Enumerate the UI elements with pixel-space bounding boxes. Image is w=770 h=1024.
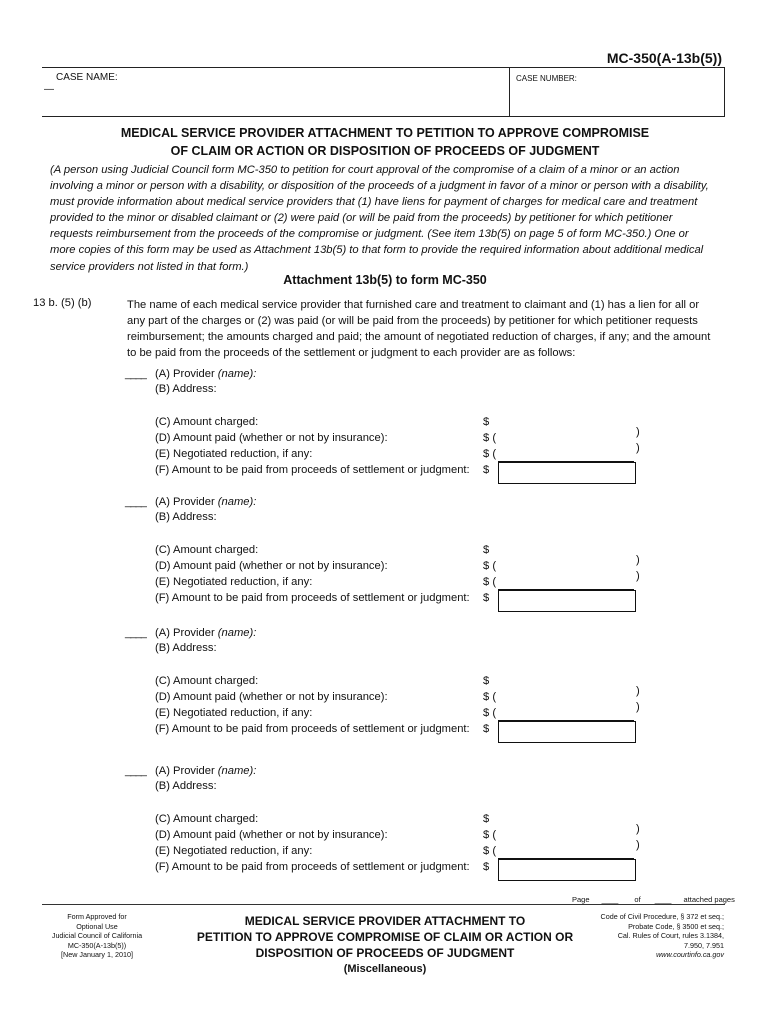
form-title-line-2: OF CLAIM OR ACTION OR DISPOSITION OF PROCEEDS OF JUDGMENT (170, 144, 600, 158)
close-paren: ) (636, 701, 640, 713)
item-number: 13 b. (5) (b) (33, 297, 92, 309)
close-paren: ) (636, 426, 640, 438)
legal-ref-line: 7.950, 7.951 (684, 940, 724, 950)
attached-pages-label: attached pages (683, 895, 735, 904)
page-label: Page (572, 895, 590, 904)
intro-line: service providers not listed in that form.) (50, 260, 249, 273)
case-number-label: CASE NUMBER: (516, 74, 577, 83)
provider-label-prefix: (A) Provider (155, 496, 218, 508)
provider-label-prefix: (A) Provider (155, 368, 218, 380)
dollar-sign: $ (483, 861, 490, 873)
amount-charged-label: (C) Amount charged: (155, 813, 259, 825)
page-count-row (572, 895, 735, 904)
form-id: MC-350(A-13b(5)) (606, 50, 722, 66)
of-label: of (634, 895, 641, 904)
amount-to-be-paid-label: (F) Amount to be paid from proceeds of settlement or judgment: (155, 464, 470, 476)
dollar-paren: $ ( (483, 432, 497, 444)
intro-line: must provide information about medical service providers that (1) have liens for payment of charges for medical care and treatment (50, 196, 698, 209)
intro-line: (A person using Judicial Council form MC-350 to petition for court approval of the compromise of a claim of a minor or an action (50, 164, 680, 176)
close-paren: ) (636, 839, 640, 851)
dollar-sign: $ (483, 675, 490, 687)
attachment-heading: Attachment 13b(5) to form MC-350 (283, 273, 487, 287)
case-info-box (42, 67, 725, 117)
legal-references (566, 912, 724, 960)
provider-address-label: (B) Address: (155, 780, 217, 792)
dollar-paren: $ ( (483, 829, 497, 841)
footer-title-line: DISPOSITION OF PROCEEDS OF JUDGMENT (255, 946, 515, 960)
amount-charged-label: (C) Amount charged: (155, 544, 259, 556)
dollar-paren: $ ( (483, 707, 497, 719)
close-paren: ) (636, 442, 640, 454)
approval-line: Form Approved for (67, 912, 127, 921)
approval-line: [New January 1, 2010] (61, 950, 133, 960)
amount-paid-label: (D) Amount paid (whether or not by insurance): (155, 691, 388, 703)
dollar-paren: $ ( (483, 448, 497, 460)
amount-to-be-paid-field[interactable] (498, 721, 636, 743)
dollar-paren: $ ( (483, 576, 497, 588)
amount-to-be-paid-label: (F) Amount to be paid from proceeds of settlement or judgment: (155, 592, 470, 604)
negotiated-reduction-label: (E) Negotiated reduction, if any: (155, 845, 313, 857)
amount-paid-label: (D) Amount paid (whether or not by insurance): (155, 560, 388, 572)
approval-line: MC-350(A-13b(5)) (67, 940, 127, 950)
provider-name-hint: (name): (217, 627, 257, 639)
intro-line: more copies of this form may be used as Attachment 13b(5) to that form to provide the required information about additional medical (50, 244, 704, 257)
provider-address-label: (B) Address: (155, 383, 217, 395)
dollar-sign: $ (483, 723, 490, 735)
negotiated-reduction-label: (E) Negotiated reduction, if any: (155, 576, 313, 588)
page-number-field[interactable]: ____ (601, 895, 619, 904)
amount-to-be-paid-label: (F) Amount to be paid from proceeds of settlement or judgment: (155, 723, 470, 735)
website-link[interactable]: www.courtinfo.ca.gov (656, 950, 724, 960)
intro-line: provided to the minor or disabled claimant or (2) were paid (or will be paid from the proceeds) by petitioner for which petitioner (50, 212, 673, 225)
item-text-line: any part of the charges or (2) was paid (or will be paid from the proceeds) by petitioner for which petitioner requests (127, 315, 698, 327)
footer-subtitle: (Miscellaneous) (343, 963, 427, 975)
provider-checkbox-blank[interactable]: ____ (125, 496, 146, 508)
provider-address-label: (B) Address: (155, 642, 217, 654)
amount-charged-label: (C) Amount charged: (155, 675, 259, 687)
case-name-label: CASE NAME: (56, 72, 118, 83)
footer-title-line: MEDICAL SERVICE PROVIDER ATTACHMENT TO (244, 914, 526, 928)
close-paren: ) (636, 685, 640, 697)
approval-line: Judicial Council of California (51, 931, 143, 941)
item-text-line: to be paid from the proceeds of the settlement or judgment to each provider are as follows: (127, 347, 576, 359)
close-paren: ) (636, 570, 640, 582)
amount-paid-label: (D) Amount paid (whether or not by insurance): (155, 432, 388, 444)
provider-address-label: (B) Address: (155, 511, 217, 523)
dollar-paren: $ ( (483, 691, 497, 703)
provider-name-label (155, 627, 256, 639)
amount-to-be-paid-field[interactable] (498, 859, 636, 881)
approval-line: Optional Use (76, 921, 118, 931)
legal-ref-line: Probate Code, § 3500 et seq.; (628, 921, 724, 931)
amount-charged-label: (C) Amount charged: (155, 416, 259, 428)
negotiated-reduction-label: (E) Negotiated reduction, if any: (155, 448, 313, 460)
amount-to-be-paid-field[interactable] (498, 462, 636, 484)
dollar-sign: $ (483, 544, 490, 556)
case-box-divider (509, 68, 510, 116)
form-title (60, 124, 710, 160)
negotiated-reduction-label: (E) Negotiated reduction, if any: (155, 707, 313, 719)
dollar-sign: $ (483, 813, 490, 825)
dollar-paren: $ ( (483, 845, 497, 857)
dollar-sign: $ (483, 464, 490, 476)
form-title-line-1: MEDICAL SERVICE PROVIDER ATTACHMENT TO PETITION TO APPROVE COMPROMISE (120, 126, 650, 140)
close-paren: ) (636, 823, 640, 835)
dollar-sign: $ (483, 592, 490, 604)
item-text (127, 297, 727, 361)
legal-ref-line: Cal. Rules of Court, rules 3.1384, (617, 931, 724, 941)
legal-ref-line: Code of Civil Procedure, § 372 et seq.; (600, 912, 724, 921)
amount-to-be-paid-label: (F) Amount to be paid from proceeds of settlement or judgment: (155, 861, 470, 873)
close-paren: ) (636, 554, 640, 566)
dollar-paren: $ ( (483, 560, 497, 572)
provider-name-label (155, 765, 256, 777)
amount-paid-label: (D) Amount paid (whether or not by insurance): (155, 829, 388, 841)
provider-name-label (155, 368, 256, 380)
footer-title-line: PETITION TO APPROVE COMPROMISE OF CLAIM OR ACTION OR (196, 930, 574, 944)
case-name-field[interactable]: — (44, 84, 54, 95)
provider-label-prefix: (A) Provider (155, 765, 218, 777)
item-text-line: reimbursement; the amounts charged and paid; the amount of negotiated reduction of charges, if any; and the amount (127, 331, 711, 343)
item-text-line: The name of each medical service provider that furnished care and treatment to claimant and (1) has a lien for all or (127, 299, 700, 311)
intro-line: requests reimbursement from the proceeds of the compromise or judgment. (See item 13b(5) on page 5 of form MC-350.) One or (50, 228, 689, 241)
case-box-right-border (724, 68, 725, 116)
footer-rule (42, 904, 725, 905)
provider-name-hint: (name): (217, 368, 257, 380)
provider-name-hint: (name): (217, 765, 257, 777)
provider-checkbox-blank[interactable]: ____ (125, 368, 146, 380)
form-approval-info (42, 912, 152, 960)
provider-checkbox-blank[interactable]: ____ (125, 765, 146, 777)
intro-line: involving a minor or person with a disability, or disposition of the proceeds of a judgment in favor of a minor or person with a disability, (50, 180, 709, 193)
dollar-sign: $ (483, 416, 490, 428)
footer-title (170, 913, 600, 977)
amount-to-be-paid-field[interactable] (498, 590, 636, 612)
provider-checkbox-blank[interactable]: ____ (125, 627, 146, 639)
intro-paragraph (50, 162, 722, 275)
provider-name-hint: (name): (217, 496, 257, 508)
provider-label-prefix: (A) Provider (155, 627, 218, 639)
total-pages-field[interactable]: ____ (654, 895, 672, 904)
provider-name-label (155, 496, 256, 508)
